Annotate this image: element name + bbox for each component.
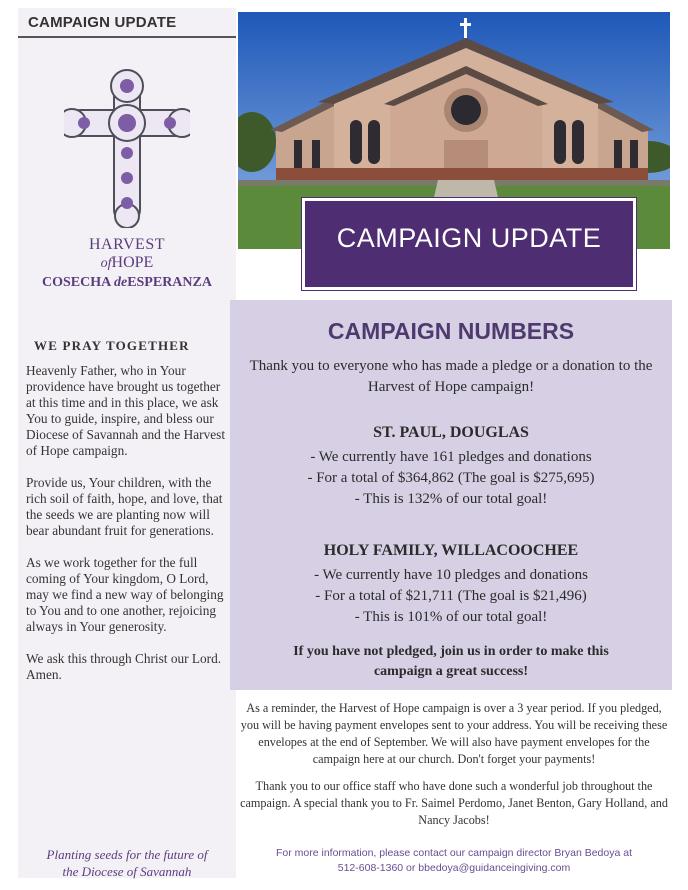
- parish-name: ST. PAUL, DOUGLAS: [373, 424, 529, 441]
- contact-line2: 512-608-1360 or bbedoya@guidanceingiving.com: [337, 862, 571, 874]
- payment-reminder: As a reminder, the Harvest of Hope campaign is over a 3 year period. If you pledged, you will be having payment envelopes sent to your address. You will be receiving these envelopes at the end of September. We will also have payment envelopes for the campaign here at our church. Don't forget your payments!: [240, 701, 668, 766]
- logo-cosecha-word: COSECHA: [42, 275, 111, 290]
- logo-of-hope: [18, 254, 236, 272]
- prayer-text: [26, 363, 232, 699]
- sidebar-header: [18, 8, 236, 38]
- harvest-of-hope-logo: [18, 68, 236, 298]
- sidebar: [18, 8, 236, 878]
- parish-pledges: - We currently have 161 pledges and donations: [310, 449, 592, 465]
- call-to-action: If you have not pledged, join us in order to make this campaign a great success!: [293, 644, 609, 679]
- parish-block-holy-family: [230, 540, 672, 628]
- parish-name: HOLY FAMILY, WILLACOOCHEE: [323, 542, 579, 559]
- tagline-line1: Planting seeds for the future of: [46, 847, 208, 862]
- banner-title: CAMPAIGN UPDATE: [336, 223, 602, 253]
- cross-icon: [64, 68, 190, 228]
- campaign-update-banner: [302, 198, 636, 290]
- staff-thanks: Thank you to our office staff who have done such a wonderful job throughout the campaign. A special thank you to Fr. Saimel Perdomo, Janet Benton, Gary Holland, and Nancy Jacobs!: [240, 779, 668, 827]
- parish-pledges: - We currently have 10 pledges and donations: [314, 567, 588, 583]
- sidebar-header-title: CAMPAIGN UPDATE: [28, 14, 177, 31]
- parish-percent: - This is 132% of our total goal!: [354, 491, 548, 507]
- contact-line1: For more information, please contact our campaign director Bryan Bedoya at: [275, 847, 632, 859]
- logo-esperanza: ESPERANZA: [127, 275, 212, 290]
- numbers-title: CAMPAIGN NUMBERS: [327, 318, 575, 344]
- tagline-line2: the Diocese of Savannah: [62, 864, 192, 879]
- prayer-paragraph: Provide us, Your children, with the rich soil of faith, hope, and love, that the seeds we are planting now will bear abundant fruit for generations.: [26, 475, 223, 538]
- parish-total: - For a total of $364,862 (The goal is $275,695): [307, 470, 595, 486]
- thanks-text: Thank you to everyone who has made a pledge or a donation to the Harvest of Hope campaign!: [249, 358, 653, 395]
- parish-percent: - This is 101% of our total goal!: [354, 609, 548, 625]
- prayer-paragraph: We ask this through Christ our Lord. Amen.: [26, 651, 222, 682]
- pray-title: WE PRAY TOGETHER: [34, 338, 190, 353]
- prayer-paragraph: As we work together for the full coming of Your kingdom, O Lord, may we find a new way of belonging to You and to one another, rejoicing always in Your generosity.: [26, 555, 224, 634]
- footer-tagline: [18, 846, 236, 880]
- campaign-numbers-panel: [230, 300, 672, 690]
- parish-block-st-paul: [230, 422, 672, 510]
- prayer-paragraph: Heavenly Father, who in Your providence have brought us together at this time and in this place, we ask You to guide, inspire, and bless our Diocese of Savannah and the Harvest of Hope campaign.: [26, 363, 226, 458]
- logo-of: of: [100, 256, 112, 271]
- logo-de: de: [113, 275, 128, 290]
- contact-info: [238, 846, 670, 876]
- logo-hope: HOPE: [111, 254, 154, 271]
- parish-total: - For a total of $21,711 (The goal is $21,496): [315, 588, 587, 604]
- logo-cosecha: [18, 275, 236, 291]
- logo-harvest: HARVEST: [89, 236, 165, 253]
